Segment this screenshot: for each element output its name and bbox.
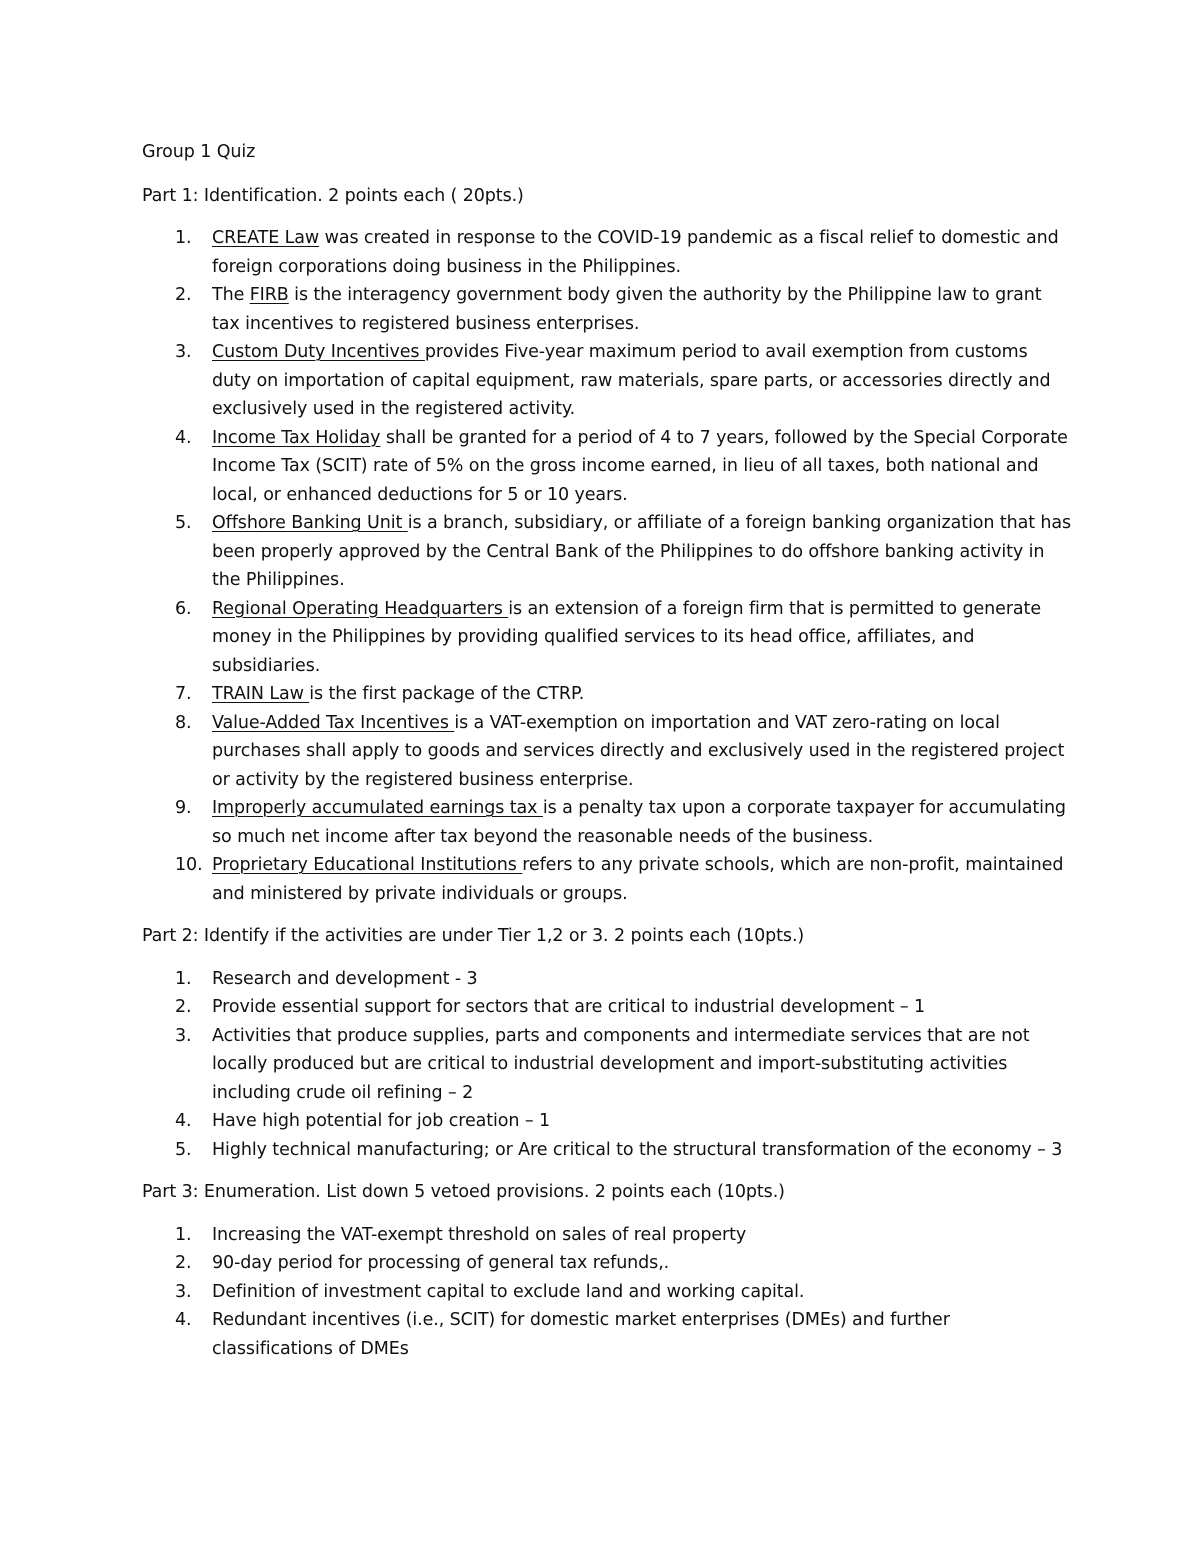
list-item (142, 1221, 1072, 1250)
item-text: Activities that produce supplies, parts and components and intermediate services that are not locally produced but are critical to industrial development and import-substituting activities including crude oil refining – 2 (212, 1025, 1030, 1103)
item-number: 4. (175, 1310, 192, 1330)
list-item (142, 680, 1072, 709)
item-text: Redundant incentives (i.e., SCIT) for domestic market enterprises (DMEs) and further classifications of DMEs (212, 1310, 950, 1359)
list-item (142, 1107, 1072, 1136)
item-text: Definition of investment capital to exclude land and working capital. (212, 1281, 805, 1302)
item-number: 7. (175, 684, 192, 704)
item-text-post: was created in response to the COVID-19 pandemic as a fiscal relief to domestic and foreign corporations doing business in the Philippines. (212, 228, 1059, 277)
document-page (142, 138, 1072, 1377)
part1-list (142, 224, 1072, 908)
list-item (142, 509, 1072, 595)
list-item (142, 1136, 1072, 1165)
item-answer: Proprietary Educational Institutions (212, 855, 523, 875)
item-text-pre: The (212, 285, 250, 305)
item-answer: Improperly accumulated earnings tax (212, 798, 543, 818)
list-item (142, 424, 1072, 510)
item-text: Research and development - 3 (212, 968, 478, 989)
item-number: 1. (175, 228, 192, 248)
item-text: Increasing the VAT-exempt threshold on sales of real property (212, 1224, 747, 1245)
item-text: Highly technical manufacturing; or Are critical to the structural transformation of the economy – 3 (212, 1139, 1063, 1160)
list-item (142, 965, 1072, 994)
list-item (142, 709, 1072, 795)
item-number: 5. (175, 513, 192, 533)
list-item (142, 851, 1072, 908)
item-answer: Regional Operating Headquarters (212, 598, 509, 619)
item-number: 4. (175, 427, 192, 448)
item-text-post: shall be granted for a period of 4 to 7 years, followed by the Special Corporate Income Tax (SCIT) rate of 5% on the gross income earned, in lieu of all taxes, both national and local, or enhanced deductions for 5 or 10 years. (212, 427, 1068, 505)
list-item (142, 281, 1072, 338)
item-text: Provide essential support for sectors that are critical to industrial development – 1 (212, 997, 926, 1017)
list-item (142, 224, 1072, 281)
item-number: 1. (175, 1224, 192, 1245)
item-text-post: is the interagency government body given the authority by the Philippine law to grant tax incentives to registered business enterprises. (212, 285, 1042, 334)
item-number: 4. (175, 1111, 192, 1131)
item-number: 5. (175, 1139, 192, 1160)
item-text-post: is an extension of a foreign firm that is permitted to generate money in the Philippines by providing qualified services to its head office, affiliates, and subsidiaries. (212, 598, 1041, 676)
item-number: 10. (175, 855, 203, 875)
item-text: 90-day period for processing of general tax refunds,. (212, 1253, 670, 1273)
item-number: 1. (175, 968, 192, 989)
item-text-post: is a VAT-exemption on importation and VAT zero-rating on local purchases shall apply to goods and services directly and exclusively used in the registered project or activity by the registered business enterprise. (212, 712, 1065, 790)
list-item (142, 338, 1072, 424)
item-text-post: is the first package of the CTRP. (309, 684, 585, 704)
item-number: 6. (175, 598, 192, 619)
item-number: 3. (175, 1025, 192, 1046)
item-number: 2. (175, 285, 192, 305)
item-number: 2. (175, 1253, 192, 1273)
document-title: Group 1 Quiz (142, 142, 256, 162)
item-text: Have high potential for job creation – 1 (212, 1111, 551, 1131)
item-answer: CREATE Law (212, 228, 320, 248)
item-answer: Value-Added Tax Incentives (212, 712, 455, 733)
item-answer: Income Tax Holiday (212, 427, 381, 448)
part2-list (142, 965, 1072, 1165)
item-number: 2. (175, 997, 192, 1017)
item-number: 3. (175, 1281, 192, 1302)
list-item (142, 1278, 1072, 1307)
item-number: 3. (175, 342, 192, 362)
item-text-post: is a branch, subsidiary, or affiliate of a foreign banking organization that has been properly approved by the Central Bank of the Philippines to do offshore banking activity in the Philippines. (212, 513, 1072, 590)
item-answer: TRAIN Law (212, 684, 310, 704)
list-item (142, 1022, 1072, 1108)
item-answer: Offshore Banking Unit (212, 513, 408, 533)
item-answer: Custom Duty Incentives (212, 342, 425, 362)
item-number: 8. (175, 712, 192, 733)
item-number: 9. (175, 798, 192, 818)
part2-heading: Part 2: Identify if the activities are under Tier 1,2 or 3. 2 points each (10pts.) (142, 926, 805, 946)
item-answer: FIRB (249, 285, 289, 305)
item-text-post: refers to any private schools, which are non-profit, maintained and ministered by private individuals or groups. (212, 855, 1064, 904)
part3-heading: Part 3: Enumeration. List down 5 vetoed provisions. 2 points each (10pts.) (142, 1182, 785, 1202)
list-item (142, 794, 1072, 851)
list-item (142, 993, 1072, 1022)
part1-heading: Part 1: Identification. 2 points each ( 20pts.) (142, 185, 524, 206)
list-item (142, 1249, 1072, 1278)
list-item (142, 1306, 1072, 1363)
list-item (142, 595, 1072, 681)
part3-list (142, 1221, 1072, 1364)
item-text-post: provides Five-year maximum period to avail exemption from customs duty on importation of capital equipment, raw materials, spare parts, or accessories directly and exclusively used in the registered activity. (212, 342, 1051, 419)
item-text-post: is a penalty tax upon a corporate taxpayer for accumulating so much net income after tax beyond the reasonable needs of the business. (212, 798, 1066, 847)
